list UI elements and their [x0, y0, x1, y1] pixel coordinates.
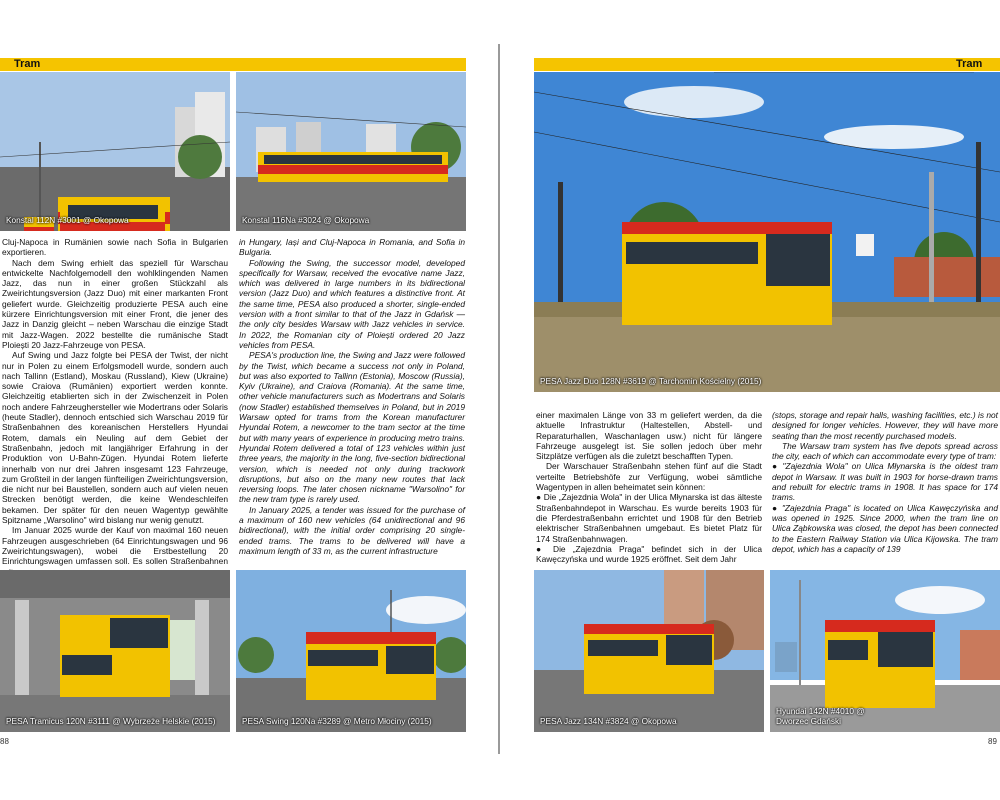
paragraph: Following the Swing, the successor model, developed specifically for Warsaw, received the evocative name Jazz, which was delivered in large numbers in its bidirectional version (Jazz Duo) and which features a distinctive front. At the same time, PESA also produced a shorter, single-ended version with a front similar to that of the Jazz in Gdańsk — the only city besides Warsaw with Jazz vehicles in service. In 2022, the Romanian city of Ploiești ordered 20 Jazz vehicles from PESA.	[239, 257, 465, 350]
header-bar-left	[0, 58, 466, 71]
paragraph: in Hungary, Iași and Cluj-Napoca in Romania, and Sofia in Bulgaria.	[239, 237, 465, 258]
photo-pesa-jazz	[534, 570, 764, 732]
paragraph: (stops, storage and repair halls, washing facilities, etc.) is not designed for longer vehicles. However, they will have more seating than the most recently purchased models.	[772, 410, 998, 441]
section-label-right: Tram	[952, 58, 986, 71]
photo-konstal-116na	[236, 72, 466, 231]
paragraph: Auf Swing und Jazz folgte bei PESA der Twist, der nicht nur in Polen zu einem Erfolgsmodell wurde, sondern auch nach Tallinn (Estland), Moskau (Russland), Kiew (Ukraine) sowie Craiova (Rumänien) exportiert werden konnte. Gleichzeitig etablierten sich in der Zwischenzeit in Polen noch andere Fahrzeughersteller wie Modertrans oder Solaris (heute Stadler), dennoch entschied sich Warschau 2019 für Straßenbahnen des koreanischen Herstellers Hyundai Rotem, damals ein Neuling auf dem Gebiet der Straßenbahn, jedoch mit langjähriger Erfahrung in der Produktion von U-Bahn-Zügen. Hyundai Rotem lieferte innerhalb von nur drei Jahren insgesamt 123 Fahrzeuge, zum Großteil in der langen fünfteiligen Zweirichtungsversion, die nicht nur bei Baustellen, sondern auch auf vielen neuen Strecken benötigt werden, die keine Wendeschleifen bekamen. Der später für den neuen Wagentyp gewählte Spitzname „Warsolino" wird bislang nur wenig genutzt.	[2, 350, 228, 526]
text-column-english-right	[772, 410, 998, 554]
page-number-left: 88	[0, 737, 9, 746]
photo-pesa-tramicus	[0, 570, 230, 732]
left-page	[0, 0, 498, 800]
text-column-english-left	[239, 237, 465, 556]
paragraph: ● "Zajezdnia Praga" is located on Ulica Kawęczyńska and was opened in 1925. Since 2000, when the tram line on Ulica Ząbkowska was closed, the depot has been connected to the Eastern Railway Station via Ulica Kijowska. The tram depot, which has a capacity of 139	[772, 502, 998, 554]
photo-pesa-jazz-duo	[534, 72, 1000, 392]
text-column-german-right	[536, 410, 762, 564]
page-number-right: 89	[988, 737, 997, 746]
paragraph: ● Die „Zajezdnia Wola" in der Ulica Młynarska ist das älteste Straßenbahndepot in Warschau. Es wurde bereits 1903 für die Pferdestraßenbahn errichtet und 1908 für den Betrieb elektrischer Straßenbahnen umgebaut. Es bietet Platz für 174 Straßenbahnwagen.	[536, 492, 762, 544]
page-gutter	[498, 44, 500, 754]
section-label-left: Tram	[10, 58, 44, 71]
paragraph: Der Warschauer Straßenbahn stehen fünf auf die Stadt verteilte Betriebshöfe zur Verfügung, wobei sämtliche Wagentypen in allen beheimatet sein können:	[536, 461, 762, 493]
paragraph: ● "Zajezdnia Wola" on Ulica Młynarska is the oldest tram depot in Warsaw. It was built in 1903 for horse-drawn trams and rebuilt for electric trams in 1908. It has space for 174 trams.	[772, 461, 998, 503]
photo-caption: PESA Jazz Duo 128N #3619 @ Tarchomin Kościelny (2015)	[540, 376, 762, 386]
text-column-german-left	[2, 237, 228, 577]
paragraph: PESA's production line, the Swing and Jazz were followed by the Twist, which became a success not only in Poland, but was also exported to Tallinn (Estonia), Moscow (Russia), Kyiv (Ukraine), and Craiova (Romania). At the same time, other vehicle manufacturers such as Modertrans and Solaris (now Stadler) established themselves in Poland, but in 2019 Warsaw opted for trams from the Korean manufacturer Hyundai Rotem, a newcomer to the tram sector at the time but with many years of experience in producing metro trains. Hyundai Rotem delivered a total of 123 vehicles within just three years, the majority in the long, five-section bidirectional version, which is needed not only during trackwork disruptions, but also on the many new routes that lack reversing loops. The later chosen nickname "Warsolino" for the new tram type is rarely used.	[239, 350, 465, 505]
photo-konstal-112n	[0, 72, 230, 231]
paragraph: The Warsaw tram system has five depots spread across the city, each of which can accommodate every type of tram:	[772, 440, 998, 462]
paragraph: Cluj-Napoca in Rumänien sowie nach Sofia in Bulgarien exportieren.	[2, 237, 228, 258]
photo-caption: Konstal 112N #3001 @ Okopowa	[6, 215, 129, 225]
photo-hyundai-142n	[770, 570, 1000, 732]
paragraph: Im Januar 2025 wurde der Kauf von maximal 160 neuen Fahrzeugen ausgeschrieben (64 Einrichtungswagen und 96 Zweirichtungswagen), wobei die Erstbestellung 20 Einrichtungswagen umfassen soll. Es sollen Straßenbahnen	[2, 525, 228, 567]
paragraph: In January 2025, a tender was issued for the purchase of a maximum of 160 new vehicles (64 unidirectional and 96 bidirectional), with the initial order comprising 20 single-ended trams. The trams to be delivered will have a maximum length of 33 m, as the current infrastructure	[239, 504, 465, 556]
photo-caption: PESA Tramicus 120N #3111 @ Wybrzeże Helskie (2015)	[6, 716, 216, 726]
paragraph: ● Die „Zajezdnia Praga" befindet sich in der Ulica Kawęczyńska und wurde 1925 eröffnet. Seit dem Jahr	[536, 543, 762, 565]
photo-caption: Hyundai 142N #4010 @ Dworzec Gdański	[776, 706, 865, 726]
photo-pesa-swing	[236, 570, 466, 732]
paragraph: Nach dem Swing erhielt das speziell für Warschau entwickelte Nachfolgemodell den wohlklingenden Namen Jazz, das nun in einer großen Stückzahl als Zweirichtungsversion (Jazz Duo) mit einer markanten Front geliefert wurde. Gleichzeitig produzierte PESA auch eine kürzere Einrichtungsversion mit einer Front, die jener des Jazz in Danzig gleicht – neben Warschau die einzige Stadt mit Jazz-Wagen. 2022 bestellte die rumänische Stadt Ploiești 20 Jazz-Fahrzeuge von PESA.	[2, 257, 228, 350]
photo-caption: PESA Swing 120Na #3289 @ Metro Młociny (2015)	[242, 716, 432, 726]
header-bar-right	[534, 58, 1000, 71]
right-page	[502, 0, 1000, 800]
photo-caption: PESA Jazz 134N #3824 @ Okopowa	[540, 716, 677, 726]
paragraph: einer maximalen Länge von 33 m geliefert werden, da die aktuelle Infrastruktur (Haltestellen, Abstell- und Reparaturhallen, Waschanlagen usw.) nicht für längere Fahrzeuge ausgelegt ist. Sie sollen jedoch über mehr Sitzplätze verfügen als die zuletzt beschafften Typen.	[536, 410, 762, 462]
photo-caption: Konstal 116Na #3024 @ Okopowa	[242, 215, 370, 225]
